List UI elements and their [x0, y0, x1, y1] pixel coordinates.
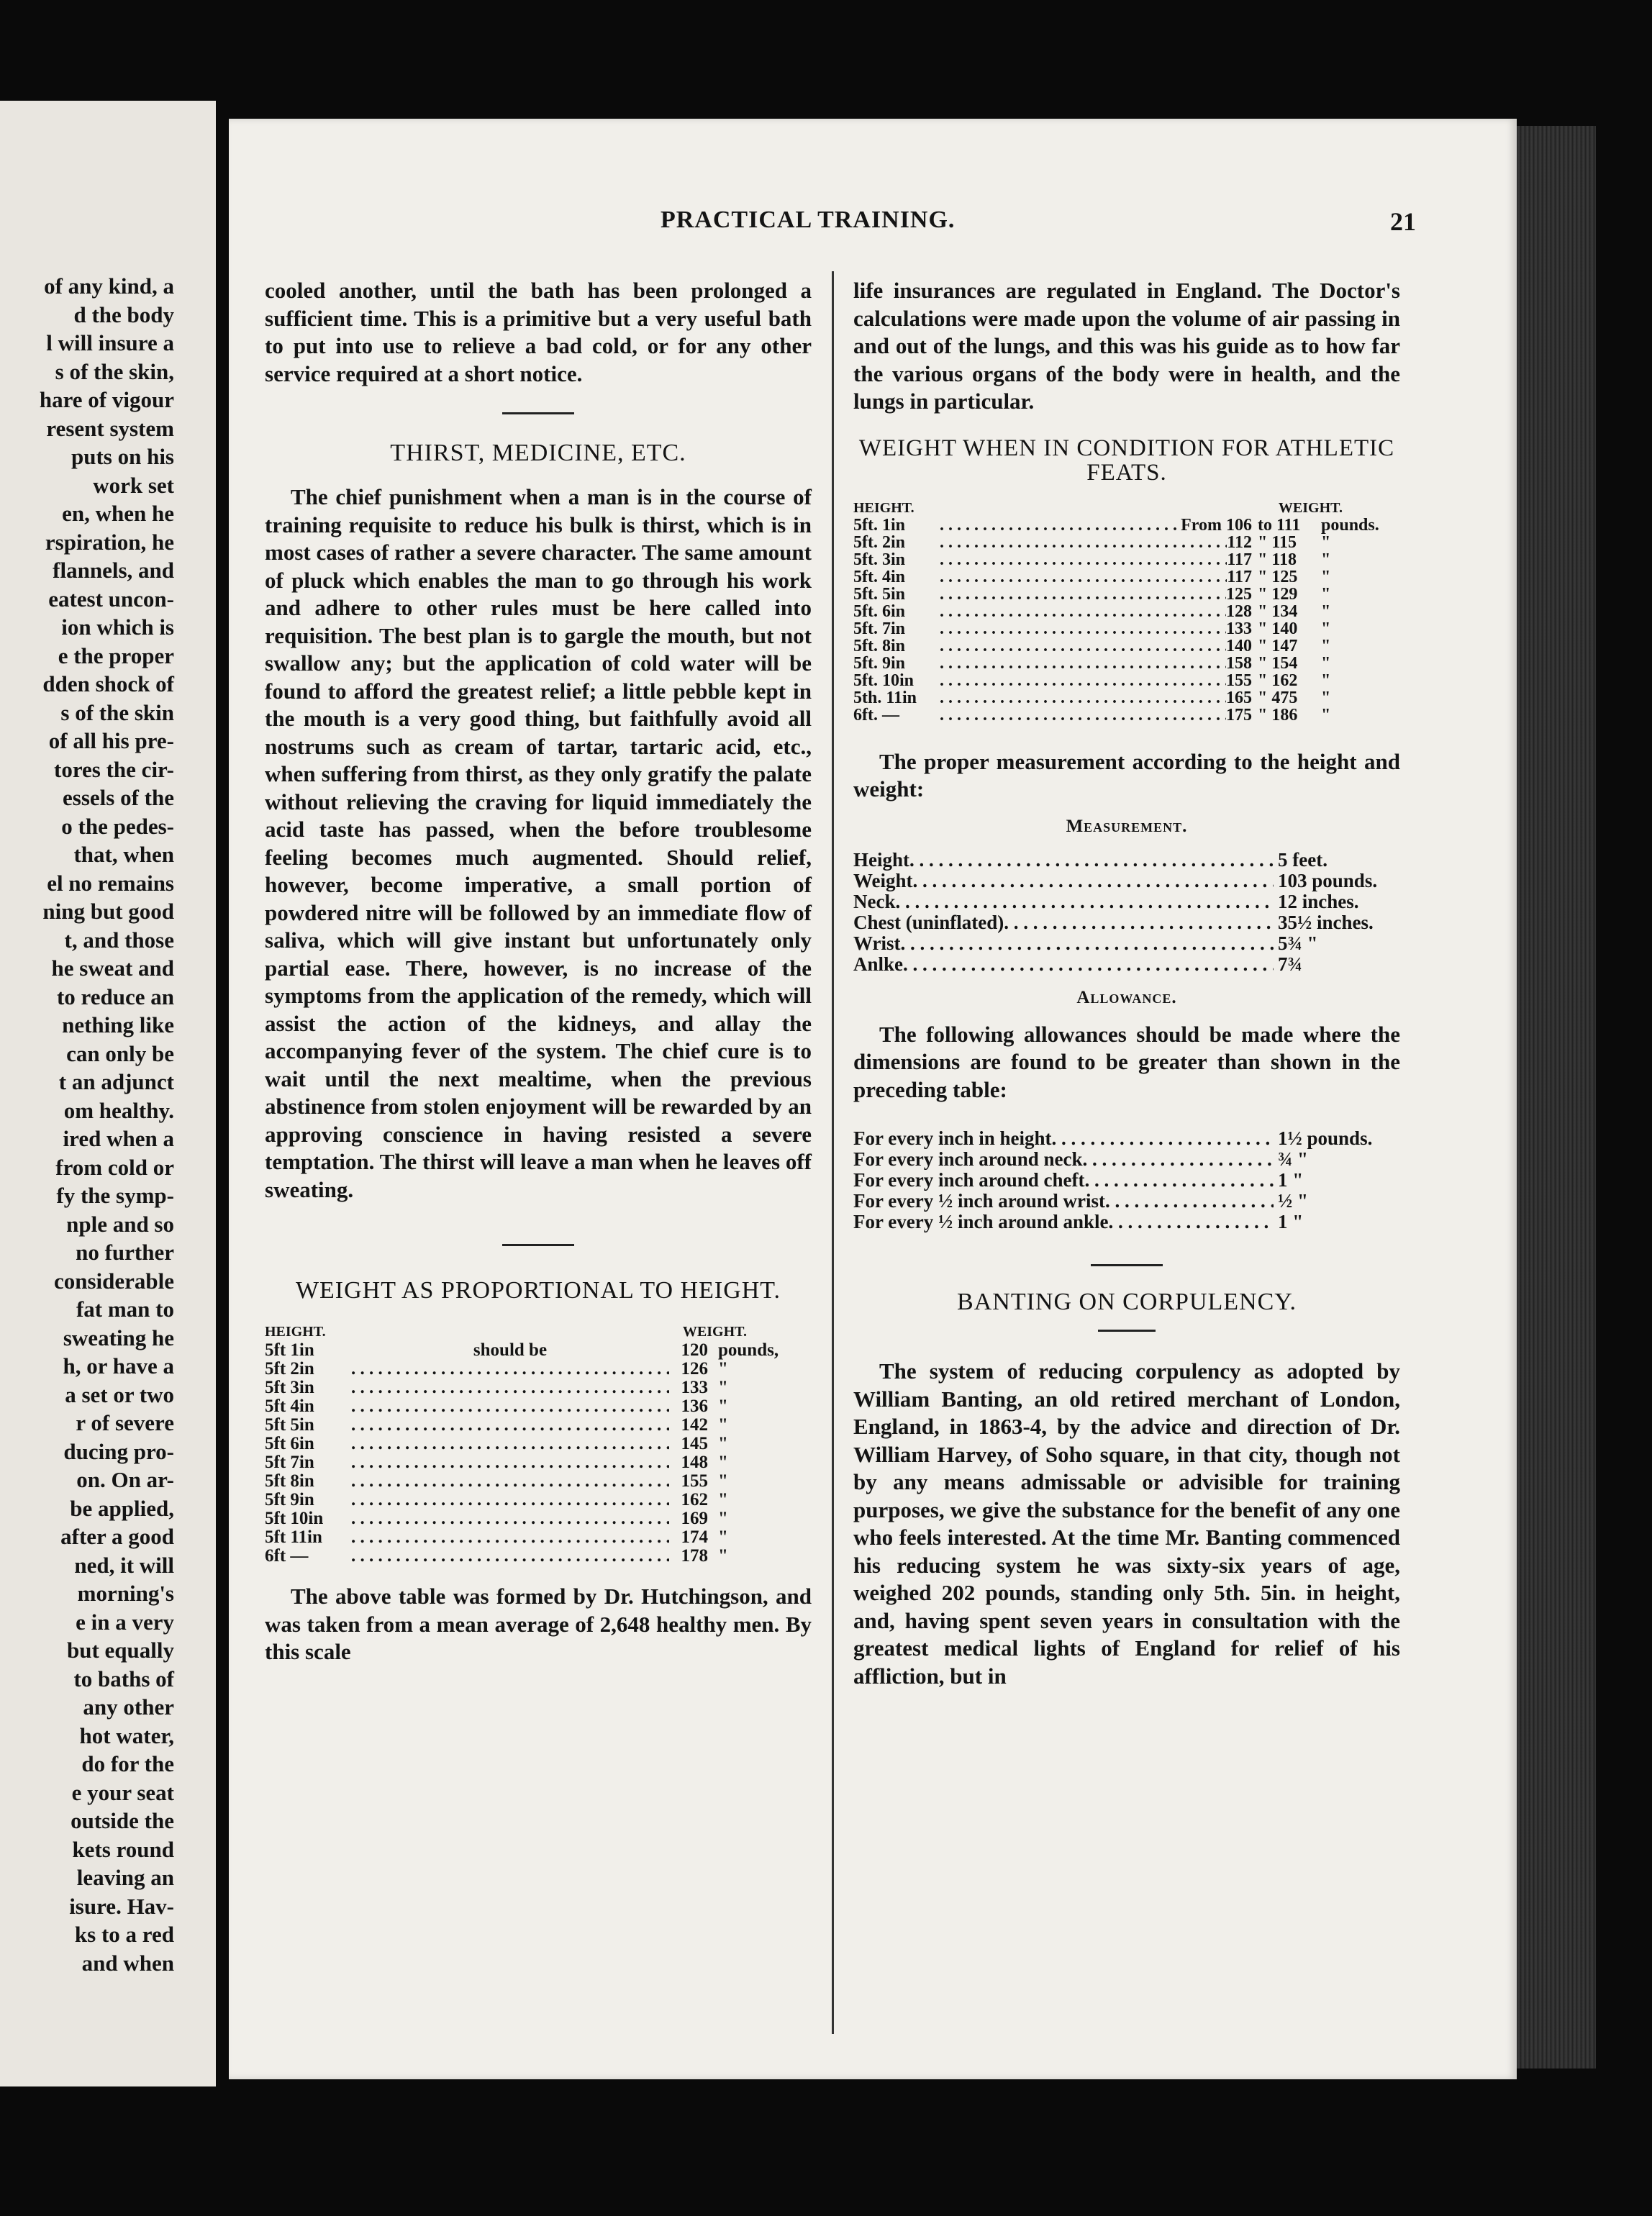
row-weight-from: From 106 — [1181, 515, 1252, 535]
row-weight-to: " 125 — [1258, 567, 1298, 586]
leader-dots — [940, 689, 1226, 707]
table-row — [853, 689, 1400, 707]
table-row — [265, 1453, 812, 1472]
facing-page-line: ion which is — [61, 614, 174, 640]
paragraph-thirst: The chief punishment when a man is in the course of training requisite to reduce his bulk is thirst, which is in most cases of rather a severe character. The same amount of pluck which enables the man to go through his work and adhere to other rules must be here called into requisition. The best plan is to gargle the mouth, but not swallow any; but the application of cold water will be found to afford the greatest relief; a little pebble kept in the mouth is a very good thing, but faithfully avoid all nostrums such as cream of tartar, tartaric acid, etc., when suffering from thirst, as they only gratify the palate without relieving the craving for liquid immediately the acid taste has passed, when the before troublesome feeling becomes much augmented. Should relief, however, become imperative, a small portion of powdered nitre will be followed by an immediate flow of saliva, which will give instant but unfortunately only partial ease. There, however, is no increase of the symptoms from the application of the remedy, which will assist the action of the kidneys, and allay the accompanying fever of the system. The chief cure is to wait until the next mealtime, when the previous abstinence from stolen enjoyment will be rewarded by an approving conscience in having resisted a severe temptation. The thirst will leave a man when he leaves off sweating. — [265, 484, 812, 1202]
leader-dots — [940, 551, 1227, 568]
row-unit: " — [1321, 705, 1331, 725]
row-height: 5ft. 4in — [853, 567, 905, 586]
allowance-value: 1½ pounds. — [1278, 1127, 1373, 1149]
table-row — [853, 672, 1400, 689]
row-weight: 148 — [681, 1453, 708, 1472]
leader-dots — [351, 1453, 669, 1472]
allowance-value: ½ " — [1278, 1190, 1308, 1212]
facing-page-line: and when — [81, 1950, 174, 1976]
col-head-weight: WEIGHT. — [1278, 499, 1343, 516]
heading-banting: BANTING ON CORPULENCY. — [957, 1289, 1297, 1315]
facing-page-line: that, when — [73, 842, 174, 867]
table-row — [265, 1509, 812, 1528]
facing-page-line: ning but good — [42, 899, 174, 924]
row-height: 5ft. 6in — [853, 601, 905, 621]
leader-dots — [351, 1528, 669, 1547]
measurement-row — [853, 871, 1400, 891]
table-row — [853, 620, 1400, 637]
leader-dots — [351, 1360, 669, 1379]
facing-page-line: d the body — [73, 301, 174, 327]
row-height: 5ft 4in — [265, 1397, 314, 1416]
facing-page-line: of all his pre- — [48, 728, 174, 753]
row-height: 5ft. 1in — [853, 515, 905, 535]
facing-page-line: flannels, and — [53, 558, 174, 583]
row-unit: " — [718, 1490, 728, 1509]
measurement-row — [853, 933, 1400, 954]
paragraph-measurement: The proper measurement according to the height and weight: — [853, 748, 1400, 802]
table-body — [853, 517, 1400, 724]
leader-dots — [940, 568, 1227, 586]
row-height: 5ft. 2in — [853, 532, 905, 552]
table-row — [853, 707, 1400, 724]
row-height: 5ft. 5in — [853, 584, 905, 604]
facing-page-line: be applied, — [70, 1495, 174, 1521]
row-weight-from: 140 — [1226, 636, 1252, 655]
measurement-row — [853, 954, 1400, 975]
facing-page-text — [0, 272, 174, 1977]
weight-height-table — [265, 1322, 812, 1566]
allowance-label: For every inch around neck — [853, 1148, 1083, 1170]
table-row — [265, 1416, 812, 1435]
leader-dots — [895, 891, 1274, 912]
facing-page-line: fy the symp- — [56, 1183, 174, 1208]
allowance-label: For every inch in height — [853, 1127, 1052, 1149]
leader-dots — [901, 933, 1274, 954]
facing-page-line: hot water, — [79, 1722, 174, 1748]
leader-dots — [1004, 912, 1274, 933]
facing-page-line: to baths of — [73, 1666, 174, 1691]
row-weight: 136 — [681, 1397, 708, 1416]
row-unit: " — [1321, 584, 1331, 604]
leader-dots — [351, 1379, 669, 1397]
facing-page-line: nple and so — [66, 1211, 174, 1237]
heading-thirst: THIRST, MEDICINE, ETC. — [390, 440, 686, 466]
facing-page-line: do for the — [81, 1751, 174, 1776]
row-unit: " — [1321, 532, 1331, 552]
facing-page-line: of any kind, a — [44, 273, 174, 299]
row-unit: " — [718, 1415, 728, 1435]
row-height: 5ft 6in — [265, 1434, 314, 1453]
facing-page-line: dden shock of — [42, 671, 174, 696]
table-row — [853, 551, 1400, 568]
measurement-row — [853, 912, 1400, 933]
facing-page-line: puts on his — [71, 444, 174, 469]
heading-measurement: Measurement. — [1066, 816, 1188, 836]
facing-page-line: outside the — [71, 1808, 174, 1833]
row-weight-to: " 154 — [1258, 653, 1298, 673]
row-weight: 142 — [681, 1415, 708, 1435]
row-height: 5ft. 8in — [853, 636, 905, 655]
leader-dots — [909, 850, 1274, 871]
table-body — [265, 1341, 812, 1566]
measurement-row — [853, 850, 1400, 871]
row-height: 5th. 11in — [853, 688, 917, 707]
measurement-value: 103 pounds. — [1278, 869, 1378, 891]
measurement-row — [853, 891, 1400, 912]
allowance-label: For every ½ inch around ankle — [853, 1211, 1109, 1232]
row-unit: " — [1321, 619, 1331, 638]
leader-dots — [1083, 1149, 1274, 1170]
paragraph-banting: The system of reducing corpulency as adopted by William Banting, an old retired merchant of London, England, in 1863-4, by the advice and direction of Dr. William Harvey, of Soho square, in that city, though not by any means admissable or advisible for training purposes, we give the substance for the benefit of any one who feels interested. At the time Mr. Banting commenced his reducing system he was sixty-six years of age, weighed 202 pounds, standing only 5th. 5in. in height, and, having spent seven years in consultation with the greatest medical lights of England for relief of his affliction, but in — [853, 1358, 1400, 1689]
measurement-table — [853, 850, 1400, 975]
heading-allowance: Allowance. — [1076, 987, 1177, 1007]
row-weight-from: 175 — [1226, 705, 1252, 725]
allowance-row — [853, 1191, 1400, 1212]
row-unit: " — [718, 1434, 728, 1453]
table-row — [265, 1491, 812, 1509]
leader-dots — [940, 534, 1227, 551]
table-row — [265, 1379, 812, 1397]
allowance-value: ¾ " — [1278, 1148, 1308, 1170]
facing-page-line: work set — [93, 472, 174, 498]
right-column — [853, 277, 1400, 1690]
facing-page-line: resent system — [46, 415, 174, 441]
row-height: 5ft. 10in — [853, 671, 914, 690]
allowance-value: 1 " — [1278, 1211, 1304, 1232]
row-weight-from: 128 — [1226, 601, 1252, 621]
table-row — [265, 1547, 812, 1566]
leader-dots — [351, 1509, 669, 1528]
leader-dots — [940, 620, 1226, 637]
facing-page-line: r of severe — [76, 1410, 174, 1435]
row-weight: 133 — [681, 1378, 708, 1397]
table-header — [265, 1322, 812, 1341]
facing-page-line: s of the skin, — [55, 358, 174, 384]
facing-page-line: e in a very — [76, 1609, 174, 1635]
measurement-value: 5¾ " — [1278, 932, 1318, 954]
row-weight-to: to 111 — [1258, 515, 1301, 535]
row-weight-to: " 118 — [1258, 550, 1297, 569]
facing-page-line: isure. Hav- — [69, 1893, 174, 1919]
table-row — [265, 1360, 812, 1379]
leader-dots — [940, 586, 1226, 603]
heading-athletic: WEIGHT WHEN IN CONDITION FOR ATHLETIC FEATS. — [858, 435, 1395, 486]
row-unit: " — [1321, 636, 1331, 655]
row-weight-from: 155 — [1226, 671, 1252, 690]
paragraph-insurance: life insurances are regulated in England. The Doctor's calculations were made upon the volume of air passing in and out of the lungs, and this was his guide as to how far the various organs of the body were in health, and the lungs in particular. — [853, 278, 1400, 414]
leader-dots — [940, 603, 1226, 620]
leader-dots — [351, 1491, 669, 1509]
row-weight-from: 117 — [1227, 567, 1252, 586]
leader-dots — [940, 707, 1226, 724]
allowance-row — [853, 1149, 1400, 1170]
table-row — [853, 517, 1400, 534]
facing-page-line: s of the skin — [60, 699, 174, 725]
row-weight-from: 125 — [1226, 584, 1252, 604]
row-weight-to: " 115 — [1258, 532, 1297, 552]
row-unit: " — [1321, 671, 1331, 690]
row-unit: " — [718, 1546, 728, 1566]
leader-dots — [940, 672, 1226, 689]
facing-page-line: morning's — [77, 1581, 174, 1606]
facing-page-line: but equally — [66, 1638, 174, 1663]
facing-page-line: el no remains — [47, 870, 174, 896]
book-page-edges — [1517, 126, 1596, 2069]
row-unit: " — [1321, 688, 1331, 707]
row-height: 6ft. — — [853, 705, 899, 725]
facing-page-line: fat man to — [76, 1297, 174, 1322]
row-height: 5ft 9in — [265, 1490, 314, 1509]
allowance-label: For every inch around cheft — [853, 1169, 1085, 1191]
allowance-row — [853, 1128, 1400, 1149]
row-weight: 174 — [681, 1527, 708, 1547]
table-row — [853, 586, 1400, 603]
row-weight: 155 — [681, 1471, 708, 1491]
row-unit: " — [718, 1509, 728, 1528]
row-height: 5ft 10in — [265, 1509, 324, 1528]
facing-page-line: tores the cir- — [54, 756, 174, 782]
facing-page-line: leaving an — [76, 1865, 174, 1890]
facing-page-line: rspiration, he — [45, 529, 174, 555]
leader-dots — [351, 1472, 669, 1491]
book-page — [229, 119, 1517, 2079]
measurement-label: Weight — [853, 869, 913, 891]
row-height: 5ft. 3in — [853, 550, 905, 569]
allowance-table — [853, 1128, 1400, 1232]
row-height: 6ft — — [265, 1546, 309, 1566]
row-weight-to: " 475 — [1258, 688, 1298, 707]
row-weight: 169 — [681, 1509, 708, 1528]
row-height: 5ft. 9in — [853, 653, 905, 673]
table-row — [265, 1435, 812, 1453]
leader-dots — [351, 1416, 669, 1435]
section-rule — [1098, 1330, 1156, 1332]
row-unit: " — [718, 1397, 728, 1416]
row-unit: " — [718, 1453, 728, 1472]
row-weight-from: 117 — [1227, 550, 1252, 569]
facing-page-line: sweating he — [63, 1325, 174, 1350]
allowance-label: For every ½ inch around wrist — [853, 1190, 1105, 1212]
row-weight: 145 — [681, 1434, 708, 1453]
facing-page-line: considerable — [53, 1268, 174, 1294]
athletic-weight-table — [853, 499, 1400, 724]
row-unit: " — [1321, 653, 1331, 673]
facing-page-line: l will insure a — [46, 330, 174, 355]
measurement-label: Anlke — [853, 953, 904, 975]
facing-page-line: kets round — [72, 1836, 174, 1862]
paragraph-hutchingson: The above table was formed by Dr. Hutchingson, and was taken from a mean average of 2,648 healthy men. By this scale — [265, 1584, 812, 1664]
paragraph-bath: cooled another, until the bath has been prolonged a sufficient time. This is a primitive but a very useful bath to put into use to relieve a bad cold, or for any other service required at a short notice. — [265, 278, 812, 386]
row-height: 5ft 7in — [265, 1453, 314, 1472]
paragraph-allowance: The following allowances should be made where the dimensions are found to be greater than shown in the preceding table: — [853, 1021, 1400, 1102]
row-weight-to: " 147 — [1258, 636, 1298, 655]
row-unit: " — [1321, 550, 1331, 569]
row-height: 5ft 11in — [265, 1527, 322, 1547]
facing-page-line: o the pedes- — [61, 813, 174, 839]
allowance-value: 1 " — [1278, 1169, 1304, 1191]
leader-dots — [940, 655, 1226, 672]
facing-page-line: a set or two — [65, 1381, 174, 1407]
row-height: 5ft 2in — [265, 1359, 314, 1379]
measurement-value: 7¾ — [1278, 953, 1302, 975]
row-weight-from: 112 — [1227, 532, 1252, 552]
measurement-value: 12 inches. — [1278, 890, 1359, 912]
measurement-label: Height — [853, 848, 909, 871]
row-note: should be — [473, 1340, 548, 1360]
row-unit: " — [718, 1359, 728, 1379]
heading-weight-height: WEIGHT AS PROPORTIONAL TO HEIGHT. — [295, 1277, 781, 1304]
section-rule — [1091, 1264, 1163, 1266]
table-row — [853, 655, 1400, 672]
facing-page-line: ired when a — [63, 1126, 174, 1151]
facing-page-line: he sweat and — [51, 955, 174, 981]
table-row — [853, 568, 1400, 586]
row-weight-to: " 162 — [1258, 671, 1298, 690]
row-height: 5ft. 7in — [853, 619, 905, 638]
row-unit: " — [1321, 601, 1331, 621]
measurement-value: 35½ inches. — [1278, 911, 1374, 933]
row-unit: " — [718, 1471, 728, 1491]
facing-page-line: eatest uncon- — [48, 586, 174, 612]
facing-page-line: e the proper — [58, 642, 174, 668]
page-number: 21 — [1390, 207, 1416, 236]
facing-page-line: e your seat — [71, 1779, 174, 1805]
row-weight-to: " 129 — [1258, 584, 1298, 604]
facing-page-line: on. On ar- — [76, 1467, 174, 1492]
leader-dots — [1105, 1191, 1274, 1212]
leader-dots — [351, 1397, 669, 1416]
table-row — [853, 534, 1400, 551]
row-unit: pounds, — [718, 1340, 779, 1360]
row-unit: " — [1321, 567, 1331, 586]
row-height: 5ft 8in — [265, 1471, 314, 1491]
row-weight: 120 — [681, 1340, 708, 1360]
measurement-label: Neck — [853, 890, 896, 912]
facing-page-line: any other — [83, 1694, 174, 1720]
row-weight-to: " 186 — [1258, 705, 1298, 725]
facing-page-line: ned, it will — [74, 1552, 174, 1578]
table-header — [853, 499, 1400, 517]
row-height: 5ft 3in — [265, 1378, 314, 1397]
left-column — [265, 277, 812, 1666]
measurement-label: Chest (uninflated) — [853, 911, 1004, 933]
facing-page-line: no further — [76, 1240, 174, 1265]
leader-dots — [1051, 1128, 1274, 1149]
leader-dots — [940, 637, 1226, 655]
facing-page-line: en, when he — [62, 501, 174, 526]
facing-page-line: after a good — [60, 1524, 174, 1549]
leader-dots — [351, 1435, 669, 1453]
measurement-value: 5 feet. — [1278, 848, 1328, 871]
facing-page-line: t, and those — [64, 927, 174, 953]
facing-page-line: om healthy. — [63, 1097, 174, 1123]
leader-dots — [940, 517, 1181, 534]
facing-page-line: t an adjunct — [58, 1069, 174, 1094]
table-row — [265, 1397, 812, 1416]
leader-dots — [903, 954, 1274, 975]
row-unit: " — [718, 1378, 728, 1397]
section-rule — [502, 1244, 574, 1246]
facing-page-line: hare of vigour — [39, 387, 174, 412]
table-row — [265, 1341, 812, 1360]
leader-dots — [351, 1547, 669, 1566]
row-unit: pounds. — [1321, 515, 1379, 535]
row-weight: 178 — [681, 1546, 708, 1566]
leader-dots — [1084, 1170, 1274, 1191]
row-weight-to: " 134 — [1258, 601, 1298, 621]
col-head-weight: WEIGHT. — [682, 1324, 747, 1340]
facing-page-line: to reduce an — [56, 984, 174, 1009]
facing-page-line: ks to a red — [74, 1922, 174, 1947]
facing-page-line: ducing pro- — [63, 1438, 174, 1464]
column-divider — [832, 271, 834, 2034]
allowance-row — [853, 1212, 1400, 1232]
allowance-row — [853, 1170, 1400, 1191]
facing-page-line: h, or have a — [63, 1353, 174, 1379]
section-rule — [502, 412, 574, 414]
leader-dots — [913, 871, 1274, 891]
row-height: 5ft 5in — [265, 1415, 314, 1435]
col-head-height: HEIGHT. — [265, 1324, 326, 1340]
table-row — [265, 1472, 812, 1491]
facing-page — [0, 101, 216, 2086]
running-head: PRACTICAL TRAINING. — [661, 206, 956, 233]
table-row — [853, 603, 1400, 620]
facing-page-line: essels of the — [63, 785, 174, 810]
table-row — [265, 1528, 812, 1547]
row-weight-from: 165 — [1226, 688, 1252, 707]
row-height: 5ft 1in — [265, 1340, 314, 1360]
col-head-height: HEIGHT. — [853, 499, 914, 516]
facing-page-line: nething like — [62, 1012, 174, 1037]
row-weight-to: " 140 — [1258, 619, 1298, 638]
facing-page-line: from cold or — [55, 1154, 174, 1180]
facing-page-line: can only be — [66, 1040, 174, 1066]
row-weight-from: 158 — [1226, 653, 1252, 673]
row-unit: " — [718, 1527, 728, 1547]
leader-dots — [1109, 1212, 1274, 1232]
row-weight-from: 133 — [1226, 619, 1252, 638]
table-row — [853, 637, 1400, 655]
row-weight: 126 — [681, 1359, 708, 1379]
row-weight: 162 — [681, 1490, 708, 1509]
measurement-label: Wrist — [853, 932, 901, 954]
